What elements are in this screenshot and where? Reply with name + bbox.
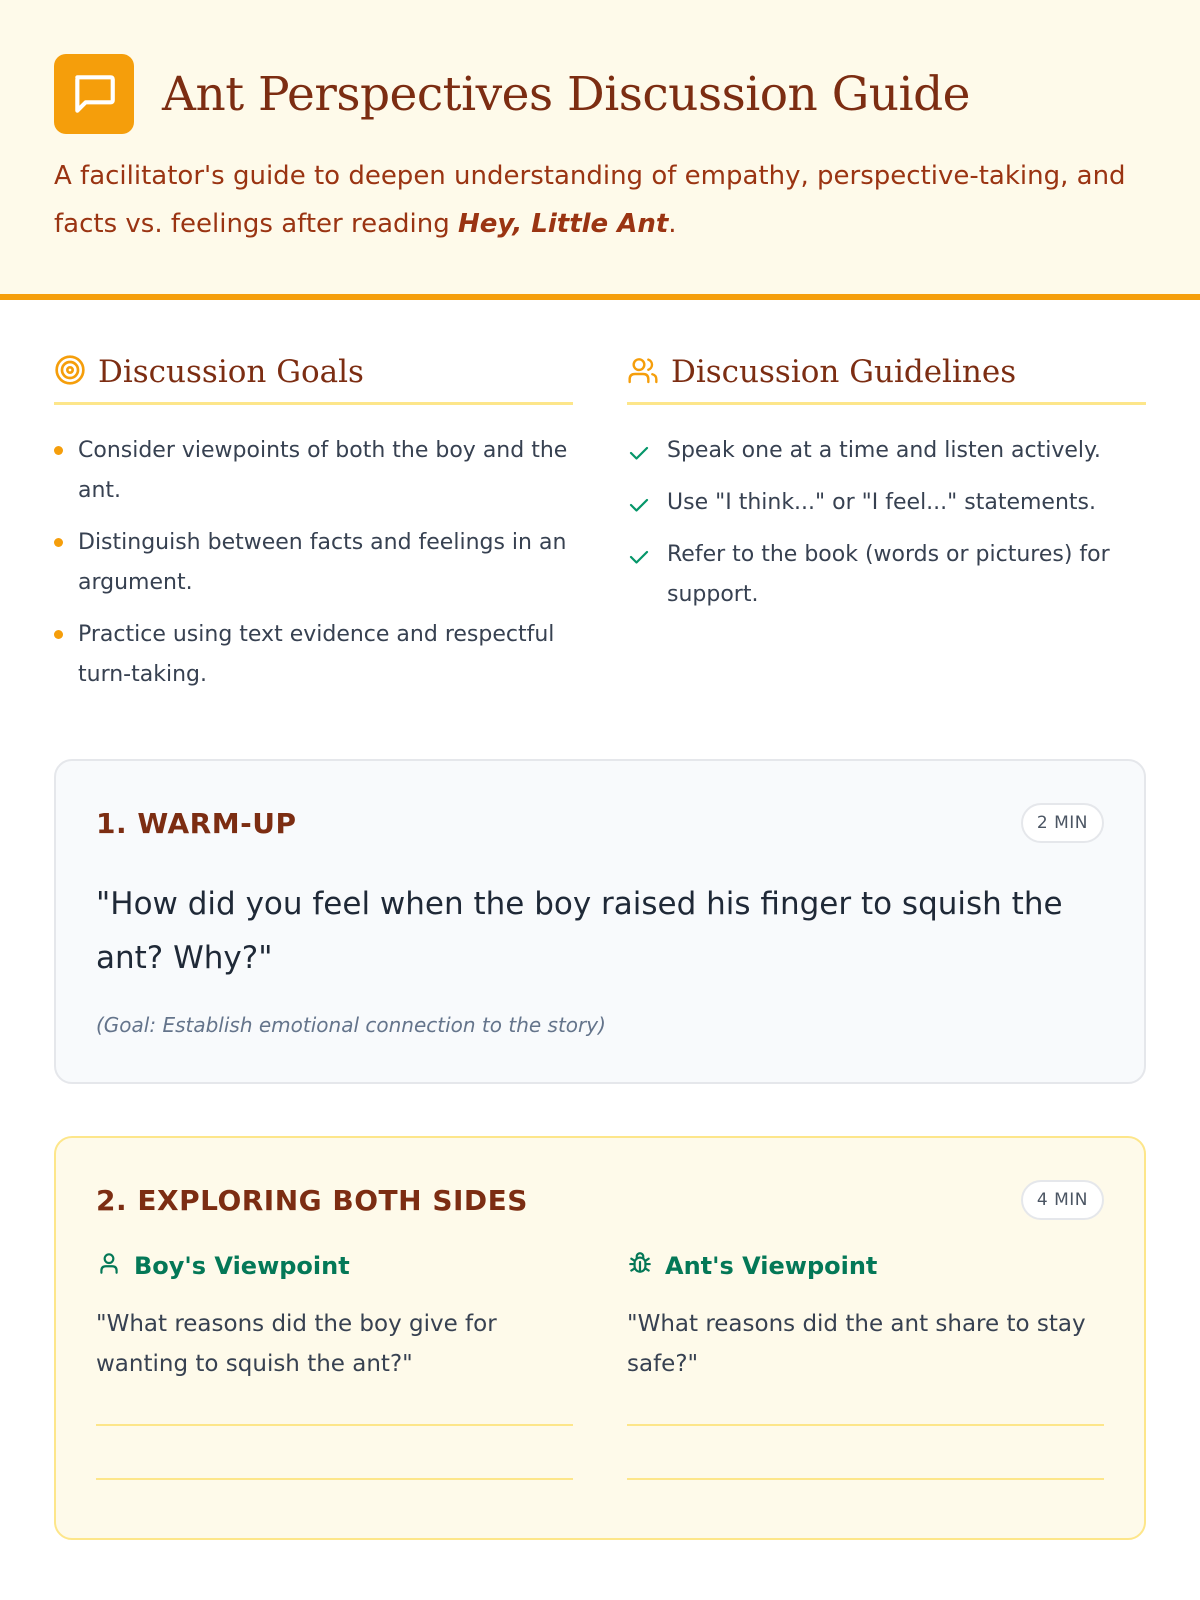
boy-viewpoint xyxy=(96,1250,573,1480)
bug-icon xyxy=(627,1250,653,1282)
duration-badge: 2 MIN xyxy=(1021,803,1104,843)
check-icon xyxy=(627,491,651,531)
ant-viewpoint-header xyxy=(627,1250,1104,1282)
subtitle-text: A facilitator's guide to deepen understanding of empathy, perspective-taking, and facts vs. feelings after reading xyxy=(54,161,1126,239)
answer-line[interactable] xyxy=(627,1424,1104,1426)
discussion-goals xyxy=(54,354,573,707)
warmup-title: 1. WARM-UP xyxy=(96,806,297,840)
list-item xyxy=(627,535,1146,615)
list-item xyxy=(627,483,1146,523)
exploring-title: 2. EXPLORING BOTH SIDES xyxy=(96,1183,528,1217)
goals-header xyxy=(54,354,573,405)
users-icon xyxy=(627,354,659,390)
goals-list xyxy=(54,431,573,695)
answer-line[interactable] xyxy=(627,1478,1104,1480)
answer-line[interactable] xyxy=(96,1424,573,1426)
ant-viewpoint-heading: Ant's Viewpoint xyxy=(665,1252,878,1280)
page-header xyxy=(0,0,1200,300)
discussion-guidelines xyxy=(627,354,1146,707)
viewpoints xyxy=(96,1250,1104,1480)
list-item: Distinguish between facts and feelings in an argument. xyxy=(54,523,573,603)
check-icon xyxy=(627,543,651,583)
target-icon xyxy=(54,354,86,390)
duration-badge: 4 MIN xyxy=(1021,1180,1104,1220)
goals-guidelines-section xyxy=(54,354,1146,707)
guidelines-list xyxy=(627,431,1146,615)
exploring-card xyxy=(54,1136,1146,1540)
goals-heading: Discussion Goals xyxy=(98,354,364,390)
check-icon xyxy=(627,439,651,479)
subtitle-end: . xyxy=(668,209,677,239)
answer-line[interactable] xyxy=(96,1478,573,1480)
guidelines-heading: Discussion Guidelines xyxy=(671,354,1017,390)
message-square-icon xyxy=(54,54,134,134)
guideline-text: Use "I think..." or "I feel..." statements. xyxy=(667,490,1096,515)
title-row xyxy=(54,54,1146,134)
list-item: Practice using text evidence and respectful turn-taking. xyxy=(54,615,573,695)
guidelines-header xyxy=(627,354,1146,405)
guideline-text: Speak one at a time and listen actively. xyxy=(667,438,1101,463)
list-item xyxy=(627,431,1146,471)
warmup-question: "How did you feel when the boy raised his finger to squish the ant? Why?" xyxy=(96,886,1063,976)
page-title: Ant Perspectives Discussion Guide xyxy=(162,66,970,122)
ant-question: "What reasons did the ant share to stay safe?" xyxy=(627,1311,1086,1377)
list-item: Consider viewpoints of both the boy and the ant. xyxy=(54,431,573,511)
main-content xyxy=(0,300,1200,1540)
exploring-header xyxy=(96,1180,1104,1220)
book-title: Hey, Little Ant xyxy=(458,209,669,239)
warmup-header xyxy=(96,803,1104,843)
user-icon xyxy=(96,1250,122,1282)
boy-viewpoint-heading: Boy's Viewpoint xyxy=(134,1252,350,1280)
boy-viewpoint-header xyxy=(96,1250,573,1282)
warmup-goal: (Goal: Establish emotional connection to the story) xyxy=(96,1013,606,1037)
page-subtitle xyxy=(54,152,1144,248)
warmup-card xyxy=(54,759,1146,1084)
guideline-text: Refer to the book (words or pictures) for support. xyxy=(667,542,1110,607)
boy-question: "What reasons did the boy give for wanting to squish the ant?" xyxy=(96,1311,497,1377)
ant-viewpoint xyxy=(627,1250,1104,1480)
